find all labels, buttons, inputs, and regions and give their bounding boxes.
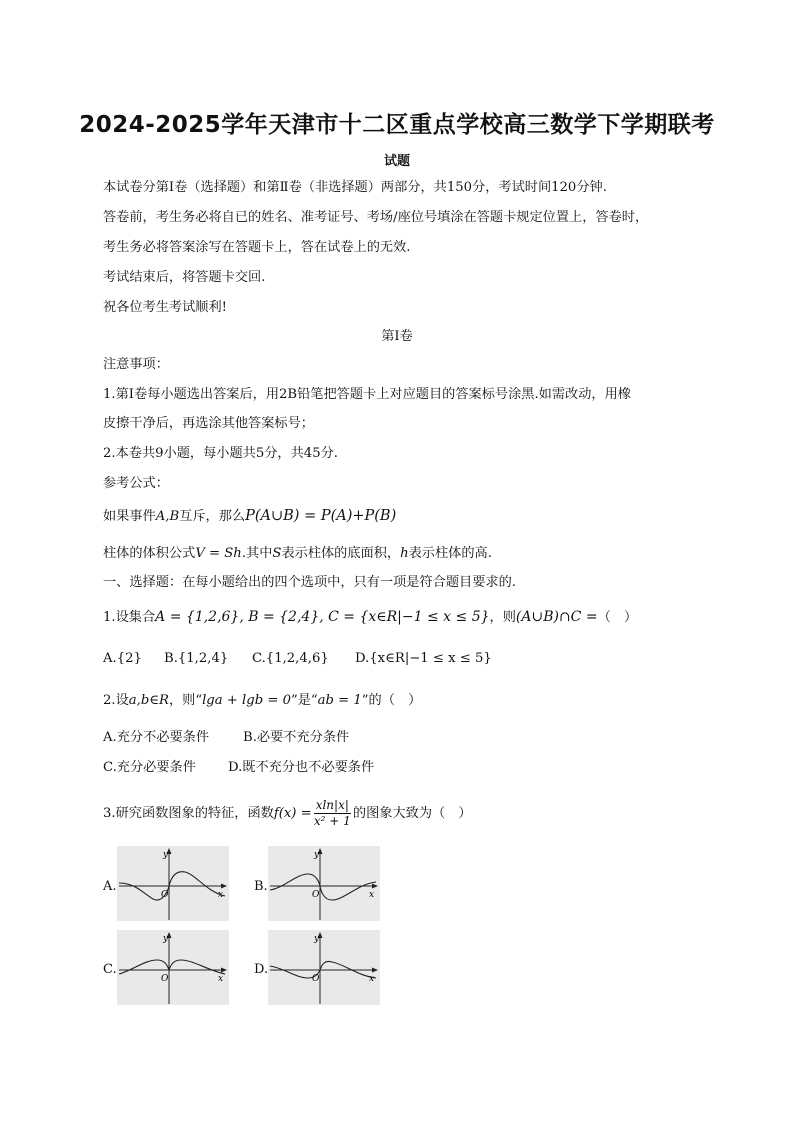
intro-line: 祝各位考生考试顺利! [103,300,227,315]
formula-line [103,546,492,562]
note-line: 皮擦干净后，再选涂其他答案标号； [103,416,314,431]
formula-math: V = Sh [195,546,242,561]
formula-line [103,508,396,525]
intro-line: 考生务必将答案涂写在答题卡上，答在试卷上的无效. [103,240,411,255]
formula-math: P(A∪B) = P(A)+P(B) [245,508,397,524]
y-axis-label: y [163,934,169,944]
question-math: ab = 1 [317,693,362,708]
question-2 [103,693,421,709]
formula-text: 如果事件 [103,509,156,524]
question-text: 3.研究函数图象的特征，函数 [103,806,274,821]
graph-option-label-c: C. [103,962,117,977]
question-3 [103,798,472,829]
graph-option-label-a: A. [103,879,117,894]
question-math: (A∪B)∩C = [515,609,598,625]
origin-label: O [312,890,320,900]
option-c: C.{1,2,4,6} [252,651,329,666]
origin-label: O [161,974,169,984]
y-axis-label: y [163,850,169,860]
graph-option-c [117,930,229,1005]
graph-option-d [268,930,380,1005]
intro-line: 本试卷分第Ⅰ卷（选择题）和第Ⅱ卷（非选择题）两部分，共150分，考试时间120分钟. [103,180,607,195]
note-line: 1.第Ⅰ卷每小题选出答案后，用2B铅笔把答题卡上对应题目的答案标号涂黑.如需改动，用橡 [103,387,631,402]
intro-line: 答卷前，考生务必将自已的姓名、准考证号、考场/座位号填涂在答题卡规定位置上，答卷时， [103,210,649,225]
graph-option-b [268,846,380,921]
formula-text: 表示柱体的底面积， [281,546,401,561]
fraction-denominator: x² + 1 [313,814,351,828]
y-axis-label: y [314,934,320,944]
question-math: f(x) = [273,806,312,821]
section-heading: 第Ⅰ卷 [381,329,413,344]
option-b: B.{1,2,4} [164,651,229,666]
fraction [314,798,351,829]
exam-title: 2024-2025学年天津市十二区重点学校高三数学下学期联考 [79,112,715,138]
x-axis-label: x [369,974,375,984]
formula-heading: 参考公式： [103,476,169,491]
y-axis-label: y [314,850,320,860]
graph-option-a [117,846,229,921]
formula-math: h [400,546,409,561]
x-axis-label: x [369,890,375,900]
question-text: 1.设集合 [103,610,156,625]
question-text: ”是“ [290,693,318,708]
x-axis-label: x [218,974,224,984]
formula-text: 互斥，那么 [179,509,246,524]
formula-text: 柱体的体积公式 [103,546,196,561]
graph-option-label-d: D. [254,962,269,977]
option-d: D.{x∈R|−1 ≤ x ≤ 5} [355,651,492,666]
formula-math: A,B [155,509,180,524]
question-text: ，则 [489,610,516,625]
option-a: A.{2} [103,651,142,666]
option-d: D.既不充分也不必要条件 [228,760,375,775]
exam-subtitle: 试题 [383,154,410,169]
question-text: ，则“ [168,693,203,708]
intro-line: 考试结束后，将答题卡交回. [103,270,266,285]
option-a: A.充分不必要条件 [103,730,210,745]
part-heading: 一、选择题：在每小题给出的四个选项中，只有一项是符合题目要求的. [103,575,517,590]
formula-text: .其中 [241,546,273,561]
option-c: C.充分必要条件 [103,760,196,775]
origin-label: O [161,890,169,900]
graph-option-label-b: B. [254,879,268,894]
question-text: 2.设 [103,693,129,708]
option-b: B.必要不充分条件 [243,730,350,745]
question-text: ”的（ ） [361,693,422,708]
note-line: 2.本卷共9小题，每小题共5分，共45分. [103,446,338,461]
origin-label: O [312,974,320,984]
question-math: a,b∈R [128,693,169,708]
question-math: A = {1,2,6}, B = {2,4}, C = {x∈R|−1 ≤ x ≤ 5} [155,609,490,625]
question-math: lga + lgb = 0 [202,693,291,708]
notes-heading: 注意事项： [103,357,169,372]
formula-math: S [272,546,282,561]
formula-text: 表示柱体的高. [408,546,492,561]
answer-blank: （ ） [597,610,638,625]
x-axis-label: x [218,890,224,900]
question-text: 的图象大致为（ ） [352,806,472,821]
question-1 [103,609,637,626]
fraction-numerator: xln|x| [315,798,349,812]
